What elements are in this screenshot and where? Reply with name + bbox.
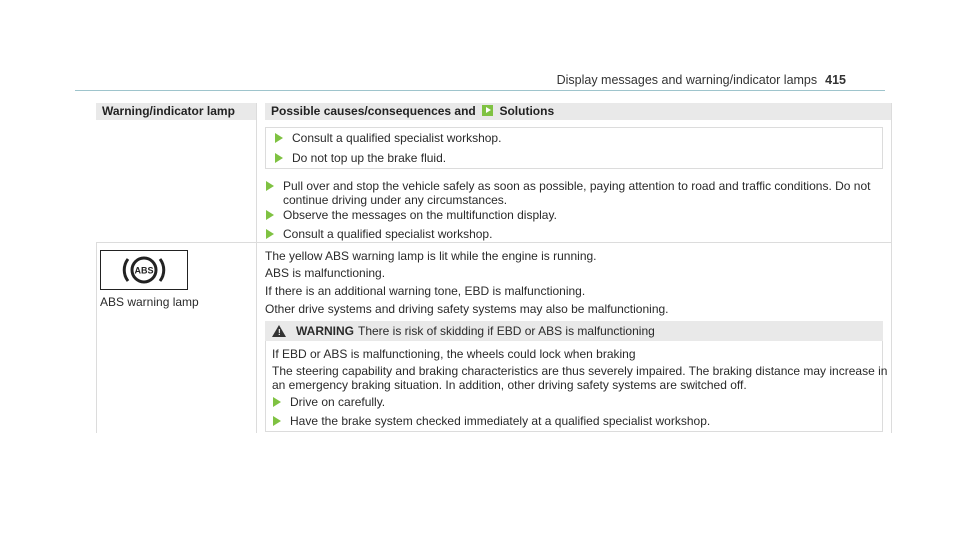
step-arrow-icon	[266, 181, 274, 191]
step-arrow-icon	[266, 210, 274, 220]
step-text: Consult a qualified specialist workshop.	[292, 131, 502, 145]
description-line: Other drive systems and driving safety systems may also be malfunctioning.	[265, 302, 669, 316]
warning-step: Have the brake system checked immediately at a qualified specialist workshop.	[290, 414, 711, 428]
description-line: ABS is malfunctioning.	[265, 266, 386, 280]
column-header-lamp: Warning/indicator lamp	[96, 103, 256, 120]
step-arrow-icon	[273, 416, 281, 426]
step-arrow-icon	[266, 229, 274, 239]
step-arrow-icon	[273, 397, 281, 407]
lamp-label: ABS warning lamp	[100, 295, 199, 309]
column-header-solutions	[265, 103, 891, 120]
description-line: The yellow ABS warning lamp is lit while the engine is running.	[265, 249, 597, 263]
step-arrow-icon	[275, 133, 283, 143]
step-arrow-icon	[275, 153, 283, 163]
table-left-border	[96, 243, 97, 433]
step-text-continued: continue driving under any circumstances.	[283, 193, 508, 207]
row-divider	[96, 242, 892, 243]
running-header	[557, 73, 846, 87]
warning-body-continued: an emergency braking situation. In addition, other driving safety systems are switched off.	[272, 378, 747, 392]
step-text: Pull over and stop the vehicle safely as soon as possible, paying attention to road and traffic conditions. Do not	[283, 179, 871, 193]
warning-step: Drive on carefully.	[290, 395, 386, 409]
header-causes-label: Possible causes/consequences and	[271, 104, 476, 118]
column-divider	[256, 103, 257, 433]
warning-body: The steering capability and braking characteristics are thus severely impaired. The braking distance may increase in	[272, 364, 888, 378]
step-text: Do not top up the brake fluid.	[292, 151, 447, 165]
abs-icon-text: ABS	[134, 265, 154, 276]
warning-label: WARNING	[296, 324, 354, 338]
step-arrow-icon	[482, 105, 493, 116]
page-number: 415	[825, 73, 846, 87]
step-text: Observe the messages on the multifunction display.	[283, 208, 557, 222]
table-right-border	[891, 103, 892, 433]
description-line: If there is an additional warning tone, EBD is malfunctioning.	[265, 284, 586, 298]
header-solutions-label: Solutions	[499, 104, 555, 118]
header-rule	[75, 90, 885, 91]
header-title: Display messages and warning/indicator lamps	[556, 73, 818, 87]
warning-title-text: There is risk of skidding if EBD or ABS is malfunctioning	[358, 324, 655, 338]
warning-body: If EBD or ABS is malfunctioning, the wheels could lock when braking	[272, 347, 636, 361]
warning-triangle-icon: !	[272, 325, 286, 337]
abs-warning-lamp-icon	[100, 250, 188, 290]
step-text: Consult a qualified specialist workshop.	[283, 227, 493, 241]
warning-title	[296, 324, 655, 338]
